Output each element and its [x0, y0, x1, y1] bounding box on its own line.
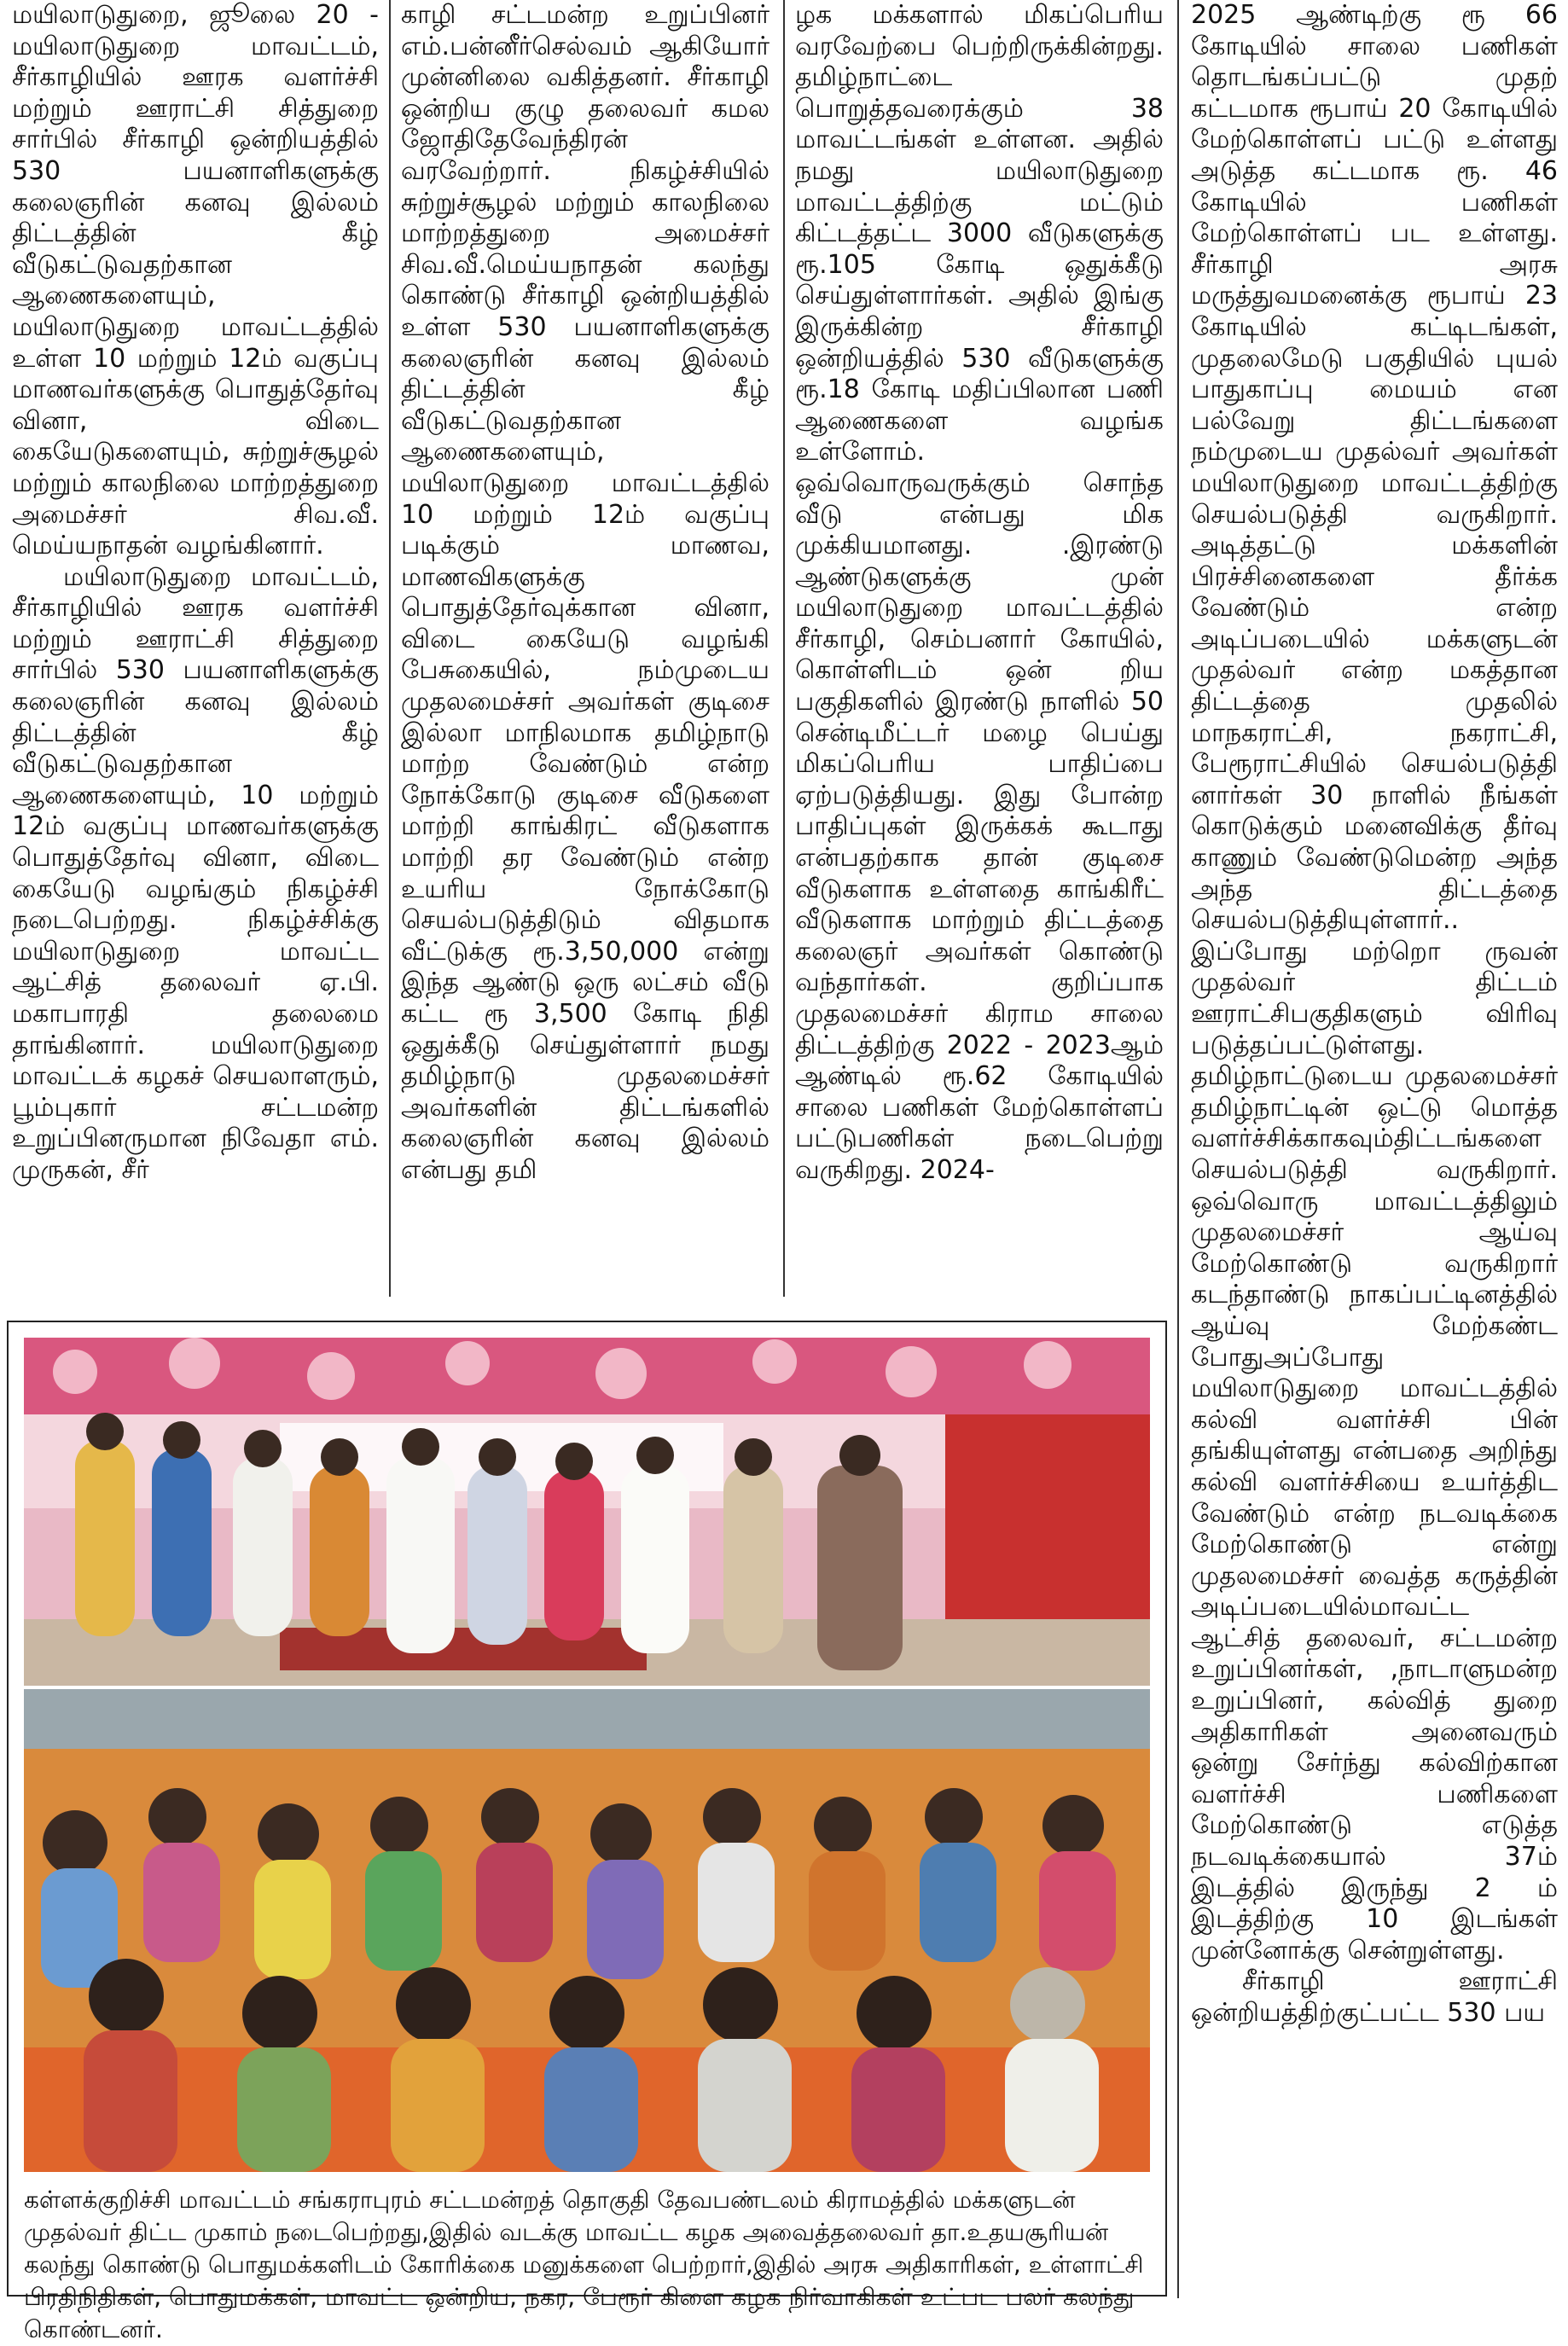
article-paragraph: காழி சட்டமன்ற உறுப்பினர் எம்.பன்னீர்செல்வம் ஆகியோர் முன்னிலை வகித்தனர். சீர்காழி ஒன்றிய குழு தலைவர் கமல ஜோதிதேவேந்திரன் வரவேற்றார். நிகழ்ச்சியில் சுற்றுச்சூழல் மற்றும் காலநிலை மாற்றத்துறை அமைச்சர் சிவ.வீ.மெய்யநாதன் கலந்து கொண்டு சீர்காழி ஒன்றியத்தில் உள்ள 530 பயனாளிகளுக்கு கலைஞரின் கனவு இல்லம் திட்டத்தின் கீழ் வீடுகட்டுவதற்கான ஆணைகளையும், மயிலாடுதுறை மாவட்டத்தில் 10 மற்றும் 12ம் வகுப்பு படிக்கும் மாணவ, மாணவிகளுக்கு பொதுத்தேர்வுக்கான வினா, விடை கையேடு வழங்கி பேசுகையில், நம்முடைய முதலமைச்சர் அவர்கள் குடிசை இல்லா மாநிலமாக தமிழ்நாடு மாற்ற வேண்டும் என்ற நோக்கோடு குடிசை வீடுகளை மாற்றி காங்கிரட் வீடுகளாக மாற்றி தர வேண்டும் என்ற உயரிய நோக்கோடு செயல்படுத்திடும் விதமாக வீட்டுக்கு ரூ.3,50,000 என்று இந்த ஆண்டு ஒரு லட்சம் வீடு கட்ட ரூ 3,500 கோடி நிதி ஒதுக்கீடு செய்துள்ளார் நமது தமிழ்நாடு முதலமைச்சர் அவர்களின் திட்டங்களில் கலைஞரின் கனவு இல்லம் என்பது தமி [401, 0, 769, 1185]
article-column-4 [1191, 0, 1558, 2298]
column-divider [389, 0, 391, 1297]
column-divider [783, 0, 785, 1297]
article-column-2 [401, 0, 769, 1297]
article-paragraph: சீர்காழி ஊராட்சி ஒன்றியத்திற்குட்பட்ட 530 பய [1191, 1966, 1558, 2028]
article-column-1 [12, 0, 379, 1297]
column-divider [1177, 0, 1179, 2298]
article-column-3 [795, 0, 1164, 1297]
article-paragraph: மயிலாடுதுறை மாவட்டம், சீர்காழியில் ஊரக வளர்ச்சி மற்றும் ஊராட்சி சித்துறை சார்பில் 530 பயனாளிகளுக்கு கலைஞரின் கனவு இல்லம் திட்டத்தின் கீழ் வீடுகட்டுவதற்கான ஆணைகளையும், 10 மற்றும் 12ம் வகுப்பு மாணவர்களுக்கு பொதுத்தேர்வு வினா, விடை கையேடு வழங்கும் நிகழ்ச்சி நடைபெற்றது. நிகழ்ச்சிக்கு மயிலாடுதுறை மாவட்ட ஆட்சித் தலைவர் ஏ.பி. மகாபாரதி தலைமை தாங்கினார். மயிலாடுதுறை மாவட்டக் கழகச் செயலாளரும், பூம்புகார் சட்டமன்ற உறுப்பினருமான நிவேதா எம். முருகன், சீர் [12, 561, 379, 1185]
article-paragraph: 2025 ஆண்டிற்கு ரூ 66 கோடியில் சாலை பணிகள் தொடங்கப்பட்டு முதற் கட்டமாக ரூபாய் 20 கோடியில் மேற்கொள்ளப் பட்டு உள்ளது அடுத்த கட்டமாக ரூ. 46 கோடியில் பணிகள் மேற்கொள்ளப் பட உள்ளது. சீர்காழி அரசு மருத்துவமனைக்கு ரூபாய் 23 கோடியில் கட்டிடங்கள், முதலைமேடு பகுதியில் புயல் பாதுகாப்பு மையம் என பல்வேறு திட்டங்களை நம்முடைய முதல்வர் அவர்கள் மயிலாடுதுறை மாவட்டத்திற்கு செயல்படுத்தி வருகிறார். அடித்தட்டு மக்களின் பிரச்சினைகளை தீர்க்க வேண்டும் என்ற அடிப்படையில் மக்களுடன் முதல்வர் என்ற மகத்தான திட்டத்தை முதலில் மாநகராட்சி, நகராட்சி, பேரூராட்சியில் செயல்படுத்தி னார்கள் 30 நாளில் நீங்கள் கொடுக்கும் மனைவிக்கு தீர்வு காணும் வேண்டுமென்ற அந்த அந்த திட்டத்தை செயல்படுத்தியுள்ளார்.. இப்போது மற்றொ ருவன் முதல்வர் திட்டம் ஊராட்சிபகுதிகளும் விரிவு படுத்தப்பட்டுள்ளது. தமிழ்நாட்டுடைய முதலமைச்சர் தமிழ்நாட்டின் ஒட்டு மொத்த வளர்ச்சிக்காகவும்திட்டங்களை செயல்படுத்தி வருகிறார். ஒவ்வொரு மாவட்டத்திலும் முதலமைச்சர் ஆய்வு மேற்கொண்டு வருகிறார் கடந்தாண்டு நாகப்பட்டினத்தில் ஆய்வு மேற்கண்ட போதுஅப்போது மயிலாடுதுறை மாவட்டத்தில் கல்வி வளர்ச்சி பின் தங்கியுள்ளது என்பதை அறிந்து கல்வி வளர்ச்சியை உயர்த்திட வேண்டும் என்ற நடவடிக்கை மேற்கொண்டு என்று முதலமைச்சர் வைத்த கருத்தின் அடிப்படையில்மாவட்ட ஆட்சித் தலைவர், சட்டமன்ற உறுப்பினர்கள், ,நாடாளுமன்ற உறுப்பினர், கல்வித் துறை அதிகாரிகள் அனைவரும் ஒன்று சேர்ந்து கல்விற்கான வளர்ச்சி பணிகளை மேற்கொண்டு எடுத்த நடவடிக்கையால் 37ம் இடத்தில் இருந்து 2 ம் இடத்திற்கு 10 இடங்கள் முன்னோக்கு சென்றுள்ளது. [1191, 0, 1558, 1966]
article-paragraph: ழக மக்களால் மிகப்பெரிய வரவேற்பை பெற்றிருக்கின்றது. தமிழ்நாட்டை பொறுத்தவரைக்கும் 38 மாவட்டங்கள் உள்ளன. அதில் நமது மயிலாடுதுறை மாவட்டத்திற்கு மட்டும் கிட்டத்தட்ட 3000 வீடுகளுக்கு ரூ.105 கோடி ஒதுக்கீடு செய்துள்ளார்கள். அதில் இங்கு இருக்கின்ற சீர்காழி ஒன்றியத்தில் 530 வீடுகளுக்கு ரூ.18 கோடி மதிப்பிலான பணி ஆணைகளை வழங்க உள்ளோம். ஒவ்வொருவருக்கும் சொந்த வீடு என்பது மிக முக்கியமானது. .இரண்டு ஆண்டுகளுக்கு முன் மயிலாடுதுறை மாவட்டத்தில் சீர்காழி, செம்பனார் கோயில், கொள்ளிடம் ஒன் றிய பகுதிகளில் இரண்டு நாளில் 50 சென்டிமீட்டர் மழை பெய்து மிகப்பெரிய பாதிப்பை ஏற்படுத்தியது. இது போன்ற பாதிப்புகள் இருக்கக் கூடாது என்பதற்காக தான் குடிசை வீடுகளாக உள்ளதை காங்கிரீட் வீடுகளாக மாற்றும் திட்டத்தை கலைஞர் அவர்கள் கொண்டு வந்தார்கள். குறிப்பாக முதலமைச்சர் கிராம சாலை திட்டத்திற்கு 2022 - 2023ஆம் ஆண்டில் ரூ.62 கோடியில் சாலை பணிகள் மேற்கொள்ளப் பட்டுபணிகள் நடைபெற்று வருகிறது. 2024- [795, 0, 1164, 1185]
audience-crowd-photo [24, 1689, 1150, 2172]
photo-caption: கள்ளக்குறிச்சி மாவட்டம் சங்கராபுரம் சட்டமன்றத் தொகுதி தேவபண்டலம் கிராமத்தில் மக்களுடன் முதல்வர் திட்ட முகாம் நடைபெற்றது,இதில் வடக்கு மாவட்ட கழக அவைத்தலைவர் தா.உதயசூரியன் கலந்து கொண்டு பொதுமக்களிடம் கோரிக்கை மனுக்களை பெற்றார்,இதில் அரசு அதிகாரிகள், உள்ளாட்சி பிரதிநிதிகள், பொதுமக்கள், மாவட்ட ஒன்றிய, நகர, பேரூர் கிளை கழக நிர்வாகிகள் உட்பட பலர் கலந்து கொண்டனர். [24, 2186, 1144, 2343]
article-paragraph: மயிலாடுதுறை, ஜூலை 20 - மயிலாடுதுறை மாவட்டம், சீர்காழியில் ஊரக வளர்ச்சி மற்றும் ஊராட்சி சித்துறை சார்பில் சீர்காழி ஒன்றியத்தில் 530 பயனாளிகளுக்கு கலைஞரின் கனவு இல்லம் திட்டத்தின் கீழ் வீடுகட்டுவதற்கான ஆணைகளையும், மயிலாடுதுறை மாவட்டத்தில் உள்ள 10 மற்றும் 12ம் வகுப்பு மாணவர்களுக்கு பொதுத்தேர்வு வினா, விடை கையேடுகளையும், சுற்றுச்சூழல் மற்றும் காலநிலை மாற்றத்துறை அமைச்சர் சிவ.வீ. மெய்யநாதன் வழங்கினார். [12, 0, 379, 561]
stage-event-photo [24, 1338, 1150, 1686]
photo-box [7, 1321, 1167, 2343]
